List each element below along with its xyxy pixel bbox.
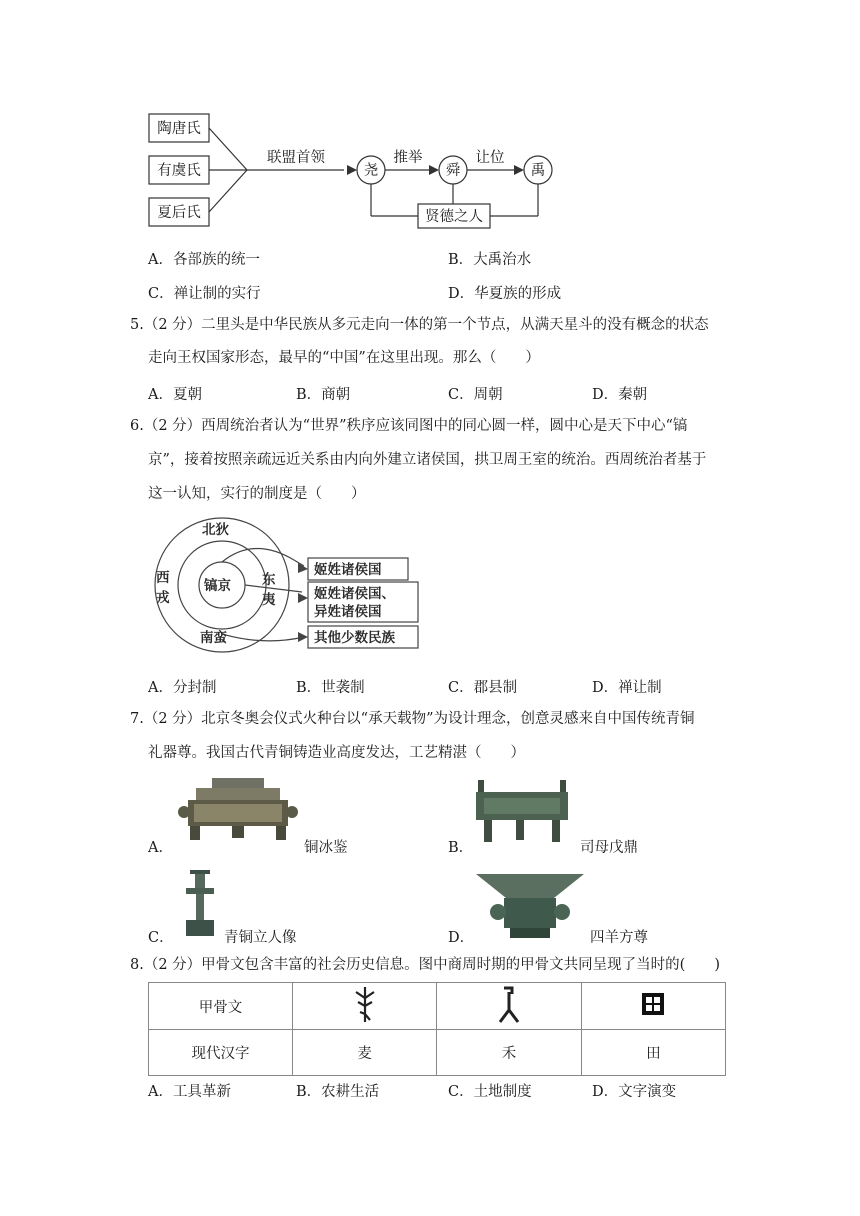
simuwu-ding-image: [472, 776, 572, 844]
bronze-ice-jian-image: [174, 772, 302, 844]
abdicate-label: 让位: [475, 150, 505, 166]
q6-option-b[interactable]: B．世袭制: [296, 680, 365, 696]
q5-stem-line2: 走向王权国家形态，最早的“中国”在这里出现。那么（ ）: [148, 350, 540, 366]
label-west: 西戎: [156, 570, 170, 606]
ruler-yao: 尧: [363, 163, 379, 179]
ruler-yu: 禹: [530, 163, 546, 179]
label-east: 东夷: [262, 572, 276, 608]
oracle-he-icon: [494, 984, 524, 1024]
q4-option-c[interactable]: C．禅让制的实行: [148, 286, 261, 302]
q6-concentric-diagram: [144, 516, 424, 654]
label-box2a: 姬姓诸侯国、: [314, 586, 395, 602]
q7-option-a-caption: 铜冰鉴: [304, 840, 348, 856]
q8-option-a[interactable]: A．工具革新: [148, 1084, 231, 1100]
q7-option-b[interactable]: B．: [448, 840, 474, 856]
q7-option-c-caption: 青铜立人像: [224, 930, 297, 946]
q5-option-b[interactable]: B．商朝: [296, 387, 351, 403]
q8-stem-line1: 8.（2 分）甲骨文包含丰富的社会历史信息。图中商周时期的甲骨文共同呈现了当时的( ): [130, 957, 720, 973]
q4-option-a[interactable]: A．各部族的统一: [148, 252, 260, 268]
recommend-label: 推举: [393, 150, 423, 166]
q7-option-b-caption: 司母戊鼎: [580, 840, 638, 856]
oracle-mai-icon: [350, 984, 380, 1024]
label-north: 北狄: [202, 522, 229, 538]
row-header-oracle: 甲骨文: [149, 983, 293, 1030]
label-box2b: 异姓诸侯国: [314, 604, 382, 620]
q5-option-d[interactable]: D．秦朝: [592, 387, 648, 403]
q7-option-d-caption: 四羊方尊: [590, 930, 648, 946]
tribe-youyu: 有虞氏: [157, 163, 201, 179]
q5-option-c[interactable]: C．周朝: [448, 387, 503, 403]
q8-option-b[interactable]: B．农耕生活: [296, 1084, 380, 1100]
oracle-tian-icon: [638, 989, 668, 1019]
q5-option-a[interactable]: A．夏朝: [148, 387, 202, 403]
q5-stem-line1: 5.（2 分）二里头是中华民族从多元走向一体的第一个节点，从满天星斗的没有概念的状态: [130, 317, 709, 333]
oracle-glyph-mai: [292, 983, 436, 1030]
oracle-glyph-tian: [581, 983, 725, 1030]
q6-stem-line3: 这一认知，实行的制度是（ ）: [148, 486, 366, 502]
label-box1: 姬姓诸侯国: [314, 562, 382, 578]
tribe-xiahou: 夏后氏: [157, 205, 201, 221]
modern-char-he: 禾: [437, 1030, 581, 1076]
q4-shanrang-diagram: [140, 104, 570, 234]
modern-char-tian: 田: [581, 1030, 725, 1076]
q6-stem-line1: 6.（2 分）西周统治者认为“世界”秩序应该同图中的同心圆一样，圆中心是天下中心“镐: [130, 418, 688, 434]
q7-stem-line1: 7.（2 分）北京冬奥会仪式火种台以“承天载物”为设计理念，创意灵感来自中国传统青铜: [130, 711, 695, 727]
bronze-standing-figure-image: [178, 868, 222, 940]
q6-stem-line2: 京”，接着按照亲疏远近关系由内向外建立诸侯国，拱卫周王室的统治。西周统治者基于: [148, 452, 707, 468]
q7-stem-line2: 礼器尊。我国古代青铜铸造业高度发达，工艺精湛（ ）: [148, 745, 525, 761]
label-box3: 其他少数民族: [314, 630, 395, 646]
q7-option-c[interactable]: C．: [148, 930, 174, 946]
alliance-leader-label: 联盟首领: [267, 150, 325, 166]
q8-option-d[interactable]: D．文字演变: [592, 1084, 677, 1100]
q6-option-c[interactable]: C．郡县制: [448, 680, 518, 696]
modern-char-mai: 麦: [292, 1030, 436, 1076]
oracle-glyph-he: [437, 983, 581, 1030]
q4-option-b[interactable]: B．大禹治水: [448, 252, 532, 268]
ruler-shun: 舜: [445, 163, 461, 179]
q7-option-a[interactable]: A．: [148, 840, 173, 856]
q8-option-c[interactable]: C．土地制度: [448, 1084, 532, 1100]
q7-option-d[interactable]: D．: [448, 930, 475, 946]
label-center: 镐京: [204, 578, 231, 594]
row-header-modern: 现代汉字: [149, 1030, 293, 1076]
q6-option-d[interactable]: D．禅让制: [592, 680, 662, 696]
q6-option-a[interactable]: A．分封制: [148, 680, 217, 696]
tribe-taotang: 陶唐氏: [157, 121, 201, 137]
q4-option-d[interactable]: D．华夏族的形成: [448, 286, 562, 302]
virtue-box-label: 贤德之人: [425, 209, 483, 225]
label-south: 南蛮: [200, 630, 227, 646]
oracle-bone-table: [148, 982, 726, 1076]
four-ram-zun-image: [474, 870, 586, 942]
